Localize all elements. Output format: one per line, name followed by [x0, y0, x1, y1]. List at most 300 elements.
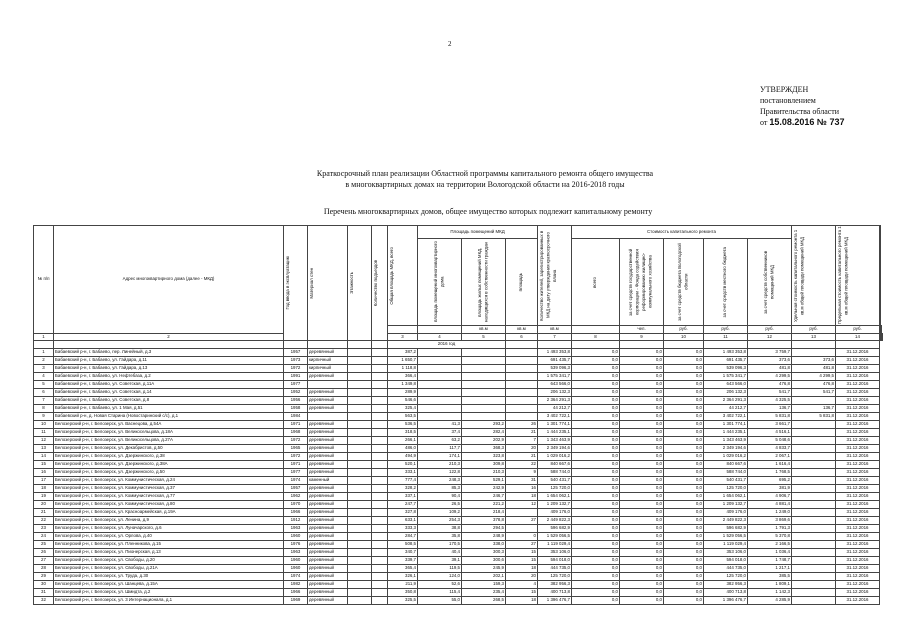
row-cost-owners: 1 301 774,1: [704, 421, 748, 429]
row-cost-owners: 596 682,9: [704, 525, 748, 533]
row-spec-cost: 481,8: [748, 365, 792, 373]
row-year: 1974: [284, 477, 308, 485]
row-material: деревянный: [308, 389, 348, 397]
row-residents: 27: [506, 517, 538, 525]
row-cost-fund: 0,0: [572, 405, 620, 413]
row-material: кирпичный: [308, 357, 348, 365]
table-row: [34, 413, 883, 421]
row-num: 20: [34, 501, 54, 509]
unit-max-cost: [881, 326, 882, 334]
row-date-done: 31.12.2016: [836, 485, 880, 493]
row-material: [308, 381, 348, 389]
house-list-table: [33, 225, 883, 605]
row-cost-fund: 0,0: [572, 381, 620, 389]
row-cost-local: 0,0: [664, 525, 704, 533]
row-max-cost: [792, 573, 836, 581]
row-total-area: 387,2: [388, 349, 418, 357]
row-floors: [348, 533, 372, 541]
table-row: [34, 469, 883, 477]
row-date-done: 31.12.2016: [836, 509, 880, 517]
row-total-area: 326,1: [388, 573, 418, 581]
table-row: [34, 525, 883, 533]
row-cost-fund: 0,0: [572, 525, 620, 533]
row-area-owned: 378,8: [462, 517, 506, 525]
row-cost-fund: 0,0: [572, 445, 620, 453]
row-floors: [348, 389, 372, 397]
row-date-done: 31.12.2016: [836, 381, 880, 389]
row-cost-owners: 400 713,8: [704, 589, 748, 597]
row-material: деревянный: [308, 429, 348, 437]
row-address: Белозерский р-н, г. Белозерск, ул. Шмидта, д.2: [54, 589, 284, 597]
column-number: 10: [664, 333, 704, 341]
row-max-cost: [792, 493, 836, 501]
row-residents: 12: [506, 501, 538, 509]
row-cost-local: 0,0: [664, 389, 704, 397]
row-cost-region: 0,0: [620, 501, 664, 509]
row-cost-local: 0,0: [664, 581, 704, 589]
row-cost-fund: 0,0: [572, 517, 620, 525]
row-cost-region: 0,0: [620, 405, 664, 413]
row-entrances: [372, 453, 388, 461]
row-address: Бабаевский р-н, г. Бабаево, ул. Советская, д.14: [54, 389, 284, 397]
row-floors: [348, 549, 372, 557]
table-row: [34, 453, 883, 461]
header-max-cost: Предельная стоимость капитального ремонта 1 кв.м общей площади помещений МКД: [837, 226, 849, 325]
row-residents: [506, 397, 538, 405]
row-residents: [506, 373, 538, 381]
row-cost-local: 0,0: [664, 565, 704, 573]
row-cost-local: 0,0: [664, 357, 704, 365]
row-year: 1984: [284, 413, 308, 421]
row-floors: [348, 501, 372, 509]
row-cost-total: 3 402 722,1: [538, 413, 572, 421]
row-year: 1972: [284, 437, 308, 445]
row-cost-local: 0,0: [664, 453, 704, 461]
table-row: [34, 581, 883, 589]
row-cost-total: 594 018,0: [538, 557, 572, 565]
row-area-total: [418, 397, 462, 405]
row-total-area: 350,8: [388, 589, 418, 597]
row-total-area: 777,4: [388, 477, 418, 485]
row-year: 1976: [284, 541, 308, 549]
row-residents: 21: [506, 429, 538, 437]
row-material: деревянный: [308, 445, 348, 453]
row-area-total: 38,8: [418, 525, 462, 533]
row-cost-total: 44 212,7: [538, 405, 572, 413]
row-max-cost: [792, 421, 836, 429]
row-material: деревянный: [308, 573, 348, 581]
row-cost-fund: 0,0: [572, 397, 620, 405]
row-address: Белозерский р-н, г. Белозерск, ул. Коммунистическая, д.77: [54, 493, 284, 501]
row-cost-fund: 0,0: [572, 389, 620, 397]
row-entrances: [372, 509, 388, 517]
row-residents: 15: [506, 549, 538, 557]
row-total-area: 289,9: [388, 389, 418, 397]
row-cost-owners: 2 349 194,6: [704, 445, 748, 453]
row-floors: [348, 597, 372, 605]
row-cost-local: 0,0: [664, 413, 704, 421]
row-cost-owners: 1 529 056,5: [704, 533, 748, 541]
row-area-owned: 300,6: [462, 557, 506, 565]
row-spec-cost: 1 768,5: [748, 469, 792, 477]
row-material: деревянный: [308, 421, 348, 429]
row-cost-region: 0,0: [620, 581, 664, 589]
row-cost-local: 0,0: [664, 349, 704, 357]
row-num: 2: [34, 357, 54, 365]
row-year: 1963: [284, 525, 308, 533]
row-max-cost: [792, 477, 836, 485]
column-number: 5: [462, 333, 506, 341]
header-cost-fund: за счет средств государственной корпорации - Фонда содействия реформированию жилищно-коммунального хозяйства: [628, 248, 653, 316]
row-area-total: 39,1: [418, 557, 462, 565]
row-cost-owners: 382 956,3: [704, 581, 748, 589]
row-residents: 9: [506, 469, 538, 477]
row-cost-fund: 0,0: [572, 581, 620, 589]
approval-line3: Правительства области: [760, 107, 840, 116]
row-entrances: [372, 389, 388, 397]
row-total-area: 284,7: [388, 533, 418, 541]
row-entrances: [372, 525, 388, 533]
row-year: 1960: [284, 565, 308, 573]
unit-area-total: кв.м: [506, 326, 538, 334]
row-residents: 18: [506, 565, 538, 573]
row-entrances: [372, 557, 388, 565]
row-year: 1971: [284, 421, 308, 429]
row-area-total: 109,2: [418, 509, 462, 517]
header-area-owned: площадь жилых помещений МКД, находящихся в собственности граждан: [476, 242, 489, 322]
row-cost-total: 444 735,0: [538, 565, 572, 573]
unit-cost-region: руб.: [748, 326, 792, 334]
row-cost-region: 0,0: [620, 365, 664, 373]
row-year: 1960: [284, 557, 308, 565]
row-cost-fund: 0,0: [572, 541, 620, 549]
row-area-total: 119,5: [418, 565, 462, 573]
row-total-area: 366,4: [388, 373, 418, 381]
row-spec-cost: 5 831,8: [748, 413, 792, 421]
row-entrances: [372, 405, 388, 413]
row-max-cost: [792, 469, 836, 477]
row-area-owned: 202,1: [462, 573, 506, 581]
row-entrances: [372, 365, 388, 373]
row-cost-region: 0,0: [620, 397, 664, 405]
row-material: деревянный: [308, 485, 348, 493]
row-cost-region: 0,0: [620, 509, 664, 517]
row-cost-total: 1 444 235,1: [538, 429, 572, 437]
approval-stamp: [760, 84, 844, 128]
row-date-done: 31.12.2016: [836, 397, 880, 405]
row-area-total: 117,7: [418, 445, 462, 453]
row-year: 1971: [284, 461, 308, 469]
row-cost-total: 643 566,0: [538, 381, 572, 389]
row-max-cost: [792, 429, 836, 437]
row-cost-total: 409 176,0: [538, 509, 572, 517]
row-total-area: 333,3: [388, 525, 418, 533]
row-num: 5: [34, 381, 54, 389]
row-cost-fund: 0,0: [572, 573, 620, 581]
row-address: Бабаевский р-н, г. Бабаево, ул. Советская, д.8: [54, 397, 284, 405]
row-spec-cost: 1 809,1: [748, 581, 792, 589]
row-area-owned: 300,3: [462, 549, 506, 557]
row-total-area: 536,5: [388, 421, 418, 429]
row-year: 1963: [284, 549, 308, 557]
row-cost-local: 0,0: [664, 533, 704, 541]
row-address: Белозерский р-н, г. Белозерск, ул. Дзержинского, д.38: [54, 453, 284, 461]
row-num: 13: [34, 445, 54, 453]
page-number: 2: [448, 40, 452, 48]
row-spec-cost: 3 759,7: [748, 349, 792, 357]
row-cost-owners: 125 720,0: [704, 485, 748, 493]
row-spec-cost: 4 285,9: [748, 597, 792, 605]
row-cost-owners: 206 132,3: [704, 389, 748, 397]
row-floors: [348, 517, 372, 525]
row-area-total: 90,4: [418, 493, 462, 501]
row-residents: [506, 525, 538, 533]
row-area-total: 174,1: [418, 453, 462, 461]
row-cost-total: 2 449 822,3: [538, 517, 572, 525]
row-num: 31: [34, 589, 54, 597]
row-residents: 20: [506, 573, 538, 581]
row-address: Белозерский р-н, г. Белозерск, ул. Пионерская, д.13: [54, 549, 284, 557]
row-cost-local: 0,0: [664, 469, 704, 477]
row-total-area: 494,9: [388, 453, 418, 461]
row-cost-local: 0,0: [664, 373, 704, 381]
row-num: 6: [34, 389, 54, 397]
row-material: деревянный: [308, 525, 348, 533]
row-floors: [348, 365, 372, 373]
row-floors: [348, 557, 372, 565]
row-spec-cost: 385,5: [748, 573, 792, 581]
row-max-cost: [792, 589, 836, 597]
row-cost-local: 0,0: [664, 597, 704, 605]
row-cost-owners: 691 435,7: [704, 357, 748, 365]
row-material: деревянный: [308, 397, 348, 405]
row-max-cost: [792, 509, 836, 517]
row-residents: 15: [506, 557, 538, 565]
row-area-total: 35,8: [418, 533, 462, 541]
row-cost-region: 0,0: [620, 549, 664, 557]
row-date-done: 31.12.2016: [836, 517, 880, 525]
row-cost-owners: 1 493 353,8: [704, 349, 748, 357]
row-floors: [348, 541, 372, 549]
unit-cost-local: руб.: [792, 326, 836, 334]
row-cost-total: 1 575 341,7: [538, 373, 572, 381]
row-total-area: 520,1: [388, 461, 418, 469]
row-spec-cost: 1 791,3: [748, 525, 792, 533]
row-area-total: [418, 381, 462, 389]
row-date-done: 31.12.2016: [836, 533, 880, 541]
column-number: 12: [748, 333, 792, 341]
row-num: 29: [34, 573, 54, 581]
row-max-cost: 373,6: [792, 357, 836, 365]
row-date-done: 31.12.2016: [836, 525, 880, 533]
row-spec-cost: 4 833,7: [748, 445, 792, 453]
row-date-done: 31.12.2016: [836, 421, 880, 429]
row-date-done: 31.12.2016: [836, 365, 880, 373]
row-area-total: 210,3: [418, 461, 462, 469]
row-area-total: 115,4: [418, 589, 462, 597]
table-row: [34, 565, 883, 573]
row-cost-total: 1 209 132,7: [538, 501, 572, 509]
row-material: деревянный: [308, 581, 348, 589]
row-cost-region: 0,0: [620, 573, 664, 581]
row-residents: 4: [506, 581, 538, 589]
row-total-area: 1 650,7: [388, 357, 418, 365]
row-cost-fund: 0,0: [572, 365, 620, 373]
row-date-done: 31.12.2016: [836, 597, 880, 605]
row-entrances: [372, 533, 388, 541]
row-cost-total: 840 667,6: [538, 461, 572, 469]
row-year: 1970: [284, 501, 308, 509]
row-year: 1972: [284, 453, 308, 461]
row-num: 28: [34, 565, 54, 573]
table-row: [34, 357, 883, 365]
approval-date: 15.08.2016 № 737: [769, 117, 845, 127]
table-row: [34, 573, 883, 581]
row-cost-fund: 0,0: [572, 357, 620, 365]
row-cost-local: 0,0: [664, 573, 704, 581]
table-row: [34, 421, 883, 429]
row-cost-total: 1 301 774,1: [538, 421, 572, 429]
row-floors: [348, 413, 372, 421]
row-area-total: [418, 389, 462, 397]
column-number: 7: [538, 333, 572, 341]
row-spec-cost: 4 299,5: [748, 373, 792, 381]
row-cost-total: 125 720,0: [538, 573, 572, 581]
column-number: 3: [388, 333, 418, 341]
row-cost-total: 1 343 463,9: [538, 437, 572, 445]
row-spec-cost: 4 881,4: [748, 501, 792, 509]
row-area-total: 248,3: [418, 477, 462, 485]
row-entrances: [372, 493, 388, 501]
row-floors: [348, 429, 372, 437]
row-date-done: 31.12.2016: [836, 581, 880, 589]
column-number: 8: [572, 333, 620, 341]
row-cost-region: 0,0: [620, 557, 664, 565]
row-num: 9: [34, 413, 54, 421]
row-cost-fund: 0,0: [572, 557, 620, 565]
row-residents: 21: [506, 453, 538, 461]
row-cost-region: 0,0: [620, 541, 664, 549]
title-line2: в многоквартирных домах на территории Вологодской области на 2016-2018 годы: [345, 180, 625, 189]
row-total-area: 508,5: [388, 541, 418, 549]
row-cost-fund: 0,0: [572, 589, 620, 597]
row-material: деревянный: [308, 493, 348, 501]
row-date-done: 31.12.2016: [836, 453, 880, 461]
row-material: деревянный: [308, 461, 348, 469]
row-max-cost: 4 299,5: [792, 373, 836, 381]
row-cost-region: 0,0: [620, 413, 664, 421]
row-area-owned: 159,3: [462, 581, 506, 589]
header-floors: Этажность: [349, 272, 354, 294]
row-floors: [348, 509, 372, 517]
row-entrances: [372, 445, 388, 453]
row-residents: 27: [506, 541, 538, 549]
row-cost-owners: 1 209 132,7: [704, 501, 748, 509]
header-material: Материал стен: [309, 267, 314, 299]
row-num: 10: [34, 421, 54, 429]
row-residents: [506, 381, 538, 389]
row-area-owned: 221,2: [462, 501, 506, 509]
row-address: Бабаевский р-н, г. Бабаево, ул. Советская, д.11А: [54, 381, 284, 389]
row-max-cost: 541,7: [792, 389, 836, 397]
row-date-done: 31.12.2016: [836, 557, 880, 565]
unit-cost-owners: руб.: [836, 326, 880, 334]
row-area-owned: [462, 373, 506, 381]
approval-line2: постановлением: [760, 96, 816, 105]
column-number: 4: [418, 333, 462, 341]
row-address: Белозерский р-н, г. Белозерск, ул. Шанцева, д.15А: [54, 581, 284, 589]
row-cost-total: 206 132,3: [538, 389, 572, 397]
row-num: 11: [34, 429, 54, 437]
row-num: 27: [34, 557, 54, 565]
column-number: 6: [506, 333, 538, 341]
row-cost-fund: 0,0: [572, 469, 620, 477]
row-address: Белозерский р-н, г. Белозерск, ул. Коммунистическая, д.37: [54, 485, 284, 493]
row-cost-total: 1 029 016,2: [538, 453, 572, 461]
row-num: 8: [34, 405, 54, 413]
row-address: Белозерский р-н, г. Белозерск, ул. Орлова, д.40: [54, 533, 284, 541]
row-cost-owners: 444 735,0: [704, 565, 748, 573]
row-year: 1958: [284, 405, 308, 413]
row-cost-region: 0,0: [620, 565, 664, 573]
row-material: кирпичный: [308, 365, 348, 373]
row-cost-fund: 0,0: [572, 597, 620, 605]
header-cost-owners: за счет средств собственников помещений МКД: [763, 250, 775, 314]
row-address: Белозерский р-н, г. Белозерск, ул. Красноармейская, д.19А: [54, 509, 284, 517]
row-max-cost: [792, 485, 836, 493]
column-number: 14: [836, 333, 880, 341]
row-cost-owners: 125 720,0: [704, 573, 748, 581]
row-area-owned: 245,9: [462, 565, 506, 573]
row-max-cost: 476,8: [792, 381, 836, 389]
row-floors: [348, 373, 372, 381]
row-cost-fund: 0,0: [572, 477, 620, 485]
table-row: [34, 429, 883, 437]
row-spec-cost: 5 370,8: [748, 533, 792, 541]
row-num: 18: [34, 485, 54, 493]
row-num: 30: [34, 581, 54, 589]
house-list-table-wrap: [33, 225, 883, 605]
header-cost-total: всего: [592, 276, 598, 288]
row-material: деревянный: [308, 597, 348, 605]
row-num: 4: [34, 373, 54, 381]
row-area-owned: 529,1: [462, 477, 506, 485]
row-cost-local: 0,0: [664, 501, 704, 509]
row-cost-fund: 0,0: [572, 493, 620, 501]
row-cost-local: 0,0: [664, 421, 704, 429]
row-cost-owners: 1 444 235,1: [704, 429, 748, 437]
row-floors: [348, 397, 372, 405]
row-spec-cost: 1 616,4: [748, 461, 792, 469]
column-number: 11: [704, 333, 748, 341]
row-area-owned: 218,4: [462, 509, 506, 517]
row-cost-region: 0,0: [620, 357, 664, 365]
row-total-area: 328,2: [388, 485, 418, 493]
row-date-done: 31.12.2016: [836, 493, 880, 501]
row-material: деревянный: [308, 517, 348, 525]
row-material: деревянный: [308, 541, 348, 549]
approval-date-prefix: от: [760, 118, 768, 127]
row-date-done: 31.12.2016: [836, 437, 880, 445]
row-num: 19: [34, 493, 54, 501]
row-cost-total: 588 744,0: [538, 469, 572, 477]
row-residents: 31: [506, 477, 538, 485]
row-num: 1: [34, 349, 54, 357]
row-area-owned: 294,5: [462, 525, 506, 533]
row-max-cost: [792, 349, 836, 357]
row-cost-fund: 0,0: [572, 429, 620, 437]
row-material: деревянный: [308, 509, 348, 517]
